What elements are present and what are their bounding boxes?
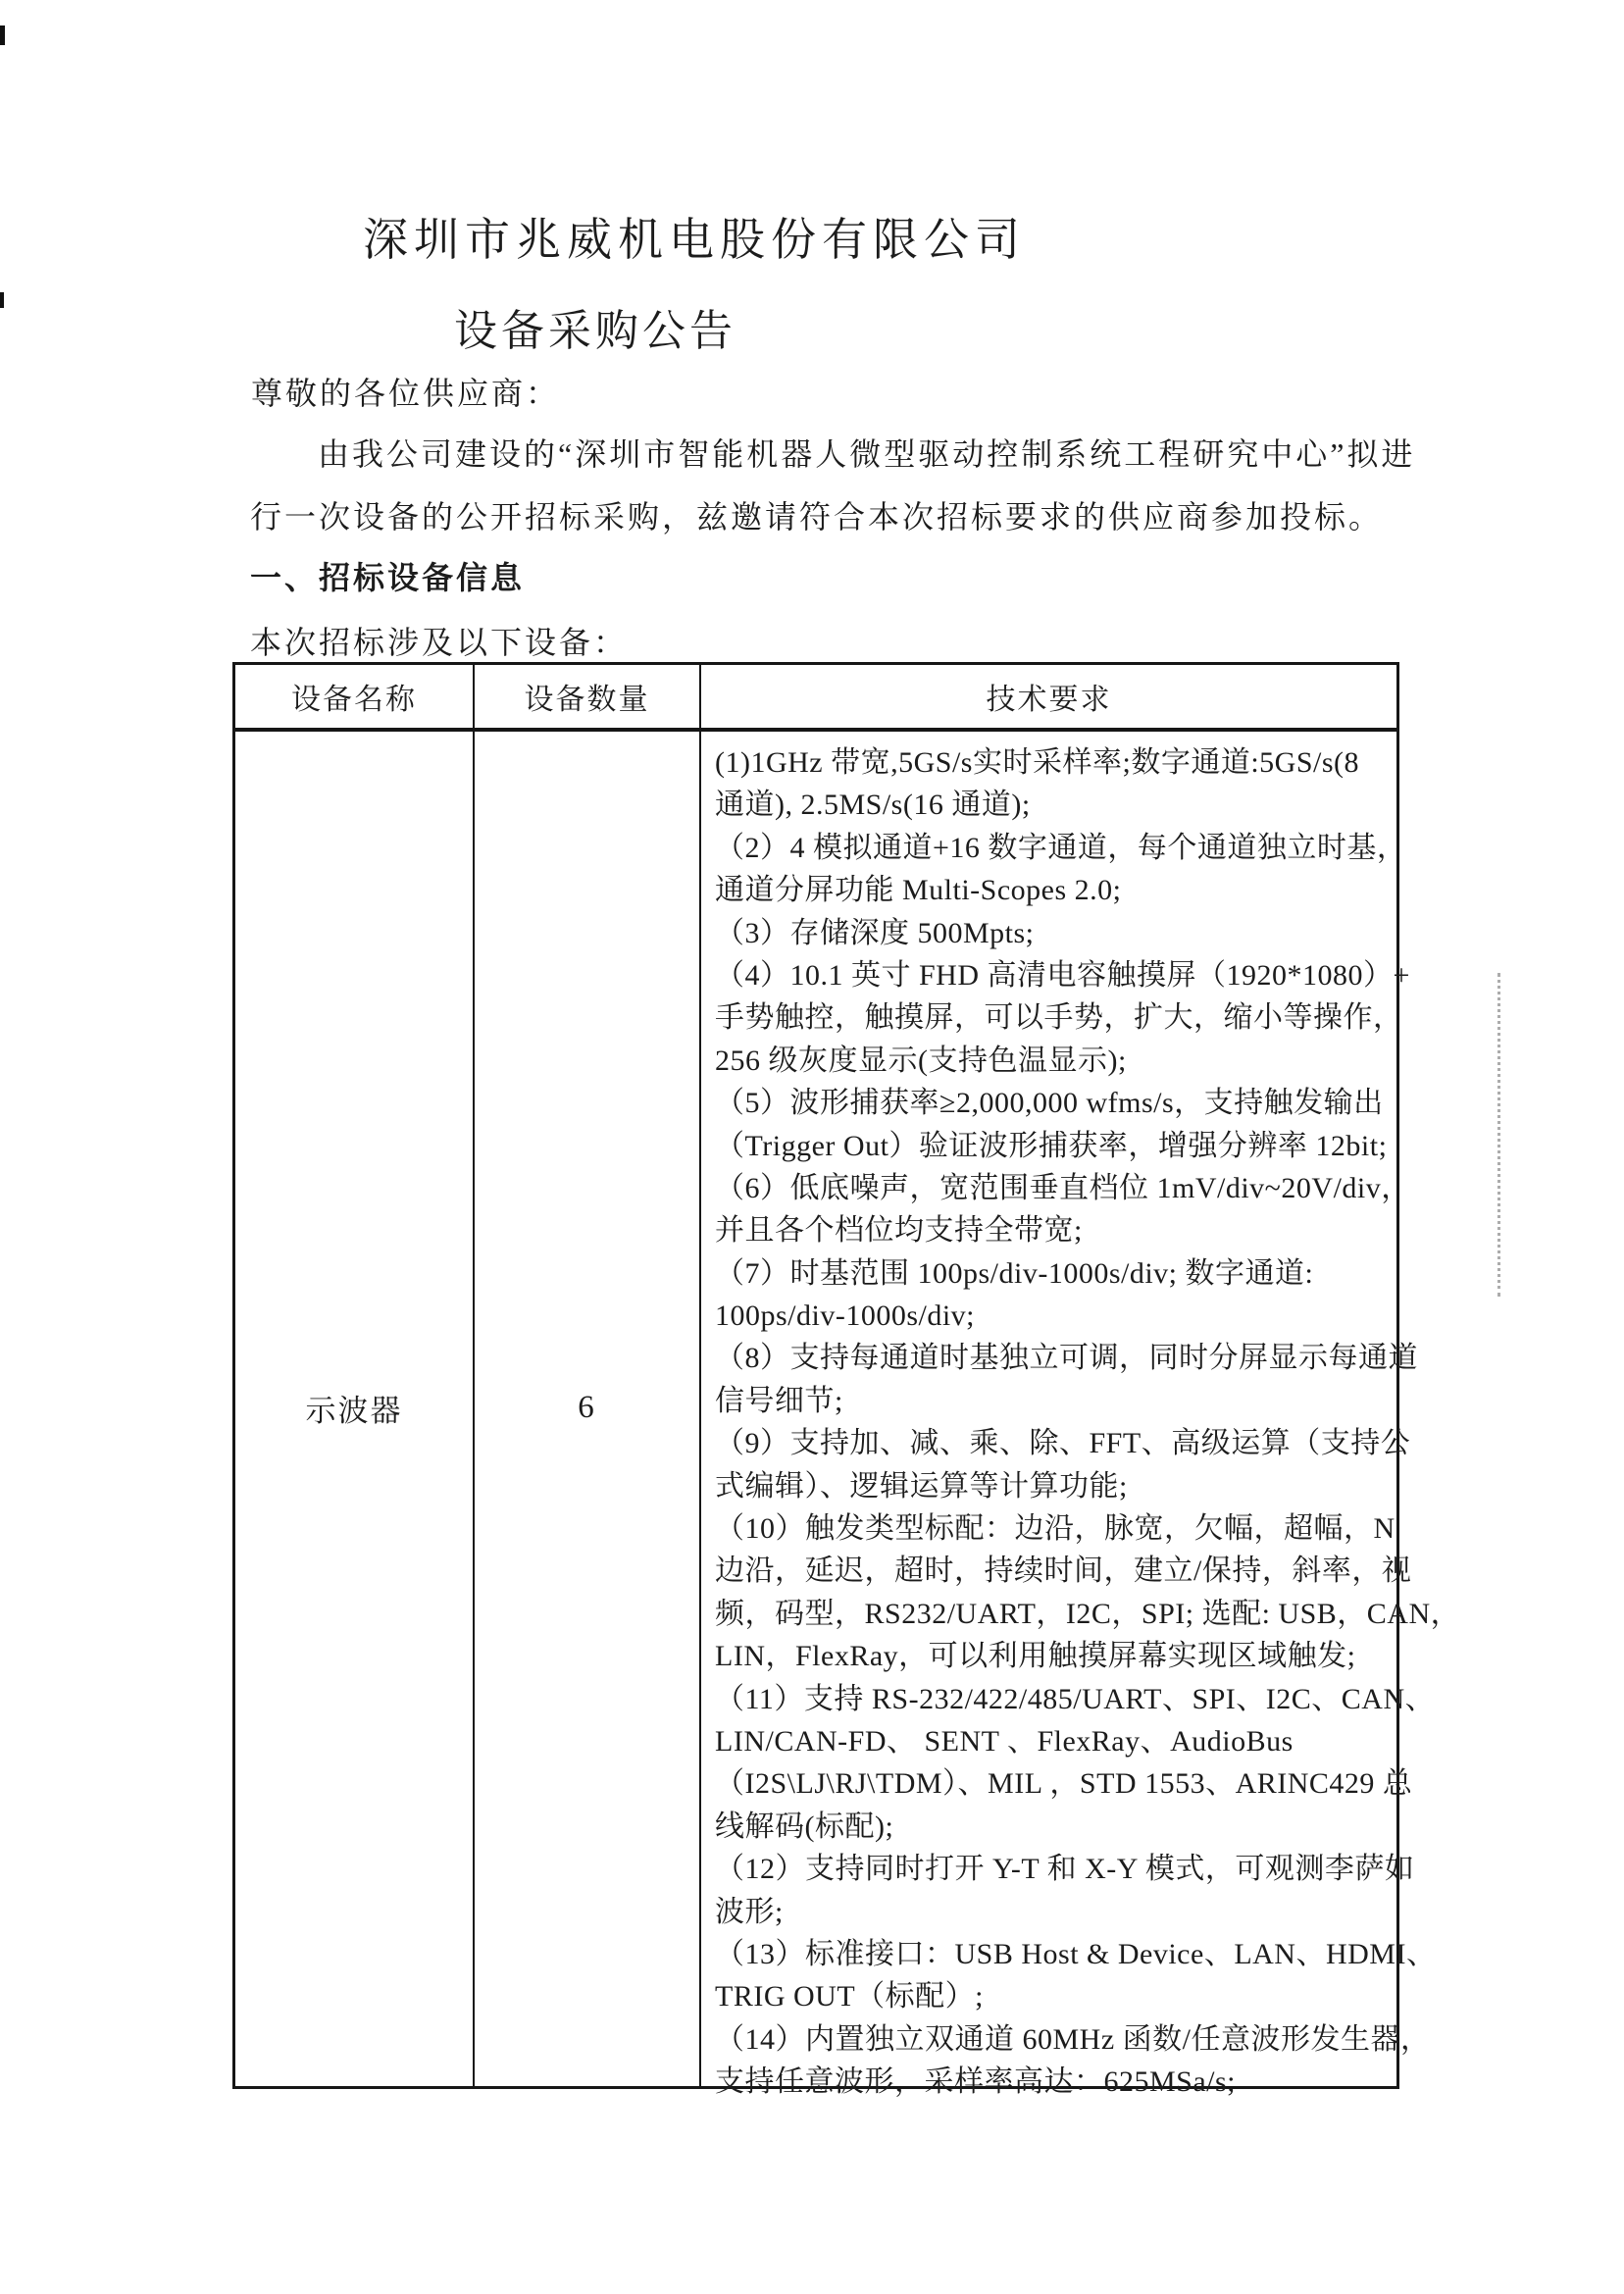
tech-requirement-line: LIN/CAN-FD、 SENT 、FlexRay、AudioBus: [715, 1724, 1294, 1758]
tech-requirement-line: 边沿，延迟，超时，持续时间，建立/保持，斜率，视: [715, 1555, 1412, 1588]
tech-requirement-line: （7）时基范围 100ps/div-1000s/div; 数字通道:: [715, 1256, 1314, 1290]
tech-requirement-line: 100ps/div-1000s/div;: [715, 1300, 976, 1333]
tech-requirement-line: （12）支持同时打开 Y-T 和 X-Y 模式，可观测李萨如: [715, 1853, 1415, 1886]
tech-requirement-line: 式编辑）、逻辑运算等计算功能;: [715, 1469, 1128, 1503]
tech-requirement-line: （10）触发类型标配：边沿，脉宽，欠幅，超幅，N: [715, 1512, 1396, 1546]
tech-requirement-line: （5）波形捕获率≥2,000,000 wfms/s，支持触发输出: [715, 1087, 1384, 1120]
tech-requirement-line: 手势触控，触摸屏，可以手势，扩大，缩小等操作，: [715, 1001, 1403, 1035]
tech-requirement-line: 并且各个档位均支持全带宽;: [715, 1214, 1083, 1248]
scan-artifact: [0, 292, 4, 308]
scan-artifact: [1497, 973, 1500, 1297]
section-heading: 一、招标设备信息: [250, 560, 526, 595]
equipment-table: [232, 662, 1461, 2099]
tech-requirement-line: （6）低底噪声，宽范围垂直档位 1mV/div~20V/div，: [715, 1171, 1411, 1204]
document-subtitle: 设备采购公告: [454, 307, 736, 355]
scan-artifact: [0, 25, 5, 45]
column-header-tech-requirements: 技术要求: [986, 684, 1112, 716]
document-title: 深圳市兆威机电股份有限公司: [363, 215, 1026, 265]
salutation: 尊敬的各位供应商：: [251, 376, 561, 411]
tech-requirement-line: （11）支持 RS-232/422/485/UART、SPI、I2C、CAN、: [715, 1682, 1436, 1715]
table-lead: 本次招标涉及以下设备：: [250, 625, 629, 660]
tech-requirements-cell: [715, 741, 1461, 2104]
tech-requirement-line: 支持任意波形，采样率高达：625MSa/s;: [715, 2065, 1237, 2099]
tech-requirement-line: （8）支持每通道时基独立可调，同时分屏显示每通道: [715, 1342, 1418, 1375]
tech-requirement-line: （2）4 模拟通道+16 数字通道，每个通道独立时基，: [715, 831, 1407, 864]
tech-requirement-line: （9）支持加、减、乘、除、FFT、高级运算（支持公: [715, 1427, 1411, 1460]
tech-requirement-line: （13）标准接口：USB Host & Device、LAN、HDMI、: [715, 1937, 1437, 1970]
tech-requirement-line: LIN，FlexRay，可以利用触摸屏幕实现区域触发;: [715, 1640, 1356, 1673]
tech-requirement-line: 线解码(标配);: [715, 1810, 894, 1843]
tech-requirement-line: 256 级灰度显示(支持色温显示);: [715, 1044, 1127, 1077]
tech-requirement-line: 通道分屏功能 Multi-Scopes 2.0;: [715, 874, 1122, 907]
tech-requirement-line: 波形;: [715, 1895, 784, 1928]
tech-requirement-line: (1)1GHz 带宽,5GS/s实时采样率;数字通道:5GS/s(8: [715, 746, 1360, 779]
device-name-cell: 示波器: [305, 1393, 403, 1428]
tech-requirement-line: （3）存储深度 500Mpts;: [715, 916, 1035, 949]
tech-requirement-line: 信号细节;: [715, 1384, 843, 1417]
tech-requirement-line: （I2S\LJ\RJ\TDM）、MIL ，STD 1553、ARINC429 总: [715, 1767, 1413, 1801]
table-column-divider: [699, 665, 701, 2086]
column-header-quantity: 设备数量: [524, 684, 650, 716]
quantity-cell: 6: [578, 1389, 596, 1425]
intro-paragraph-line-1: 由我公司建设的“深圳市智能机器人微型驱动控制系统工程研究中心”拟进: [318, 436, 1416, 472]
tech-requirement-line: （4）10.1 英寸 FHD 高清电容触摸屏（1920*1080）+: [715, 958, 1410, 992]
tech-requirement-line: TRIG OUT（标配）;: [715, 1980, 984, 2014]
tech-requirement-line: 通道), 2.5MS/s(16 通道);: [715, 789, 1031, 822]
tech-requirement-line: 频，码型，RS232/UART，I2C，SPI; 选配: USB，CAN，: [715, 1597, 1461, 1630]
intro-paragraph-line-2: 行一次设备的公开招标采购，兹邀请符合本次招标要求的供应商参加投标。: [250, 499, 1384, 535]
column-header-device-name: 设备名称: [291, 684, 417, 716]
tech-requirement-line: （Trigger Out）验证波形捕获率，增强分辨率 12bit;: [715, 1129, 1388, 1162]
tech-requirement-line: （14）内置独立双通道 60MHz 函数/任意波形发生器，: [715, 2022, 1431, 2056]
